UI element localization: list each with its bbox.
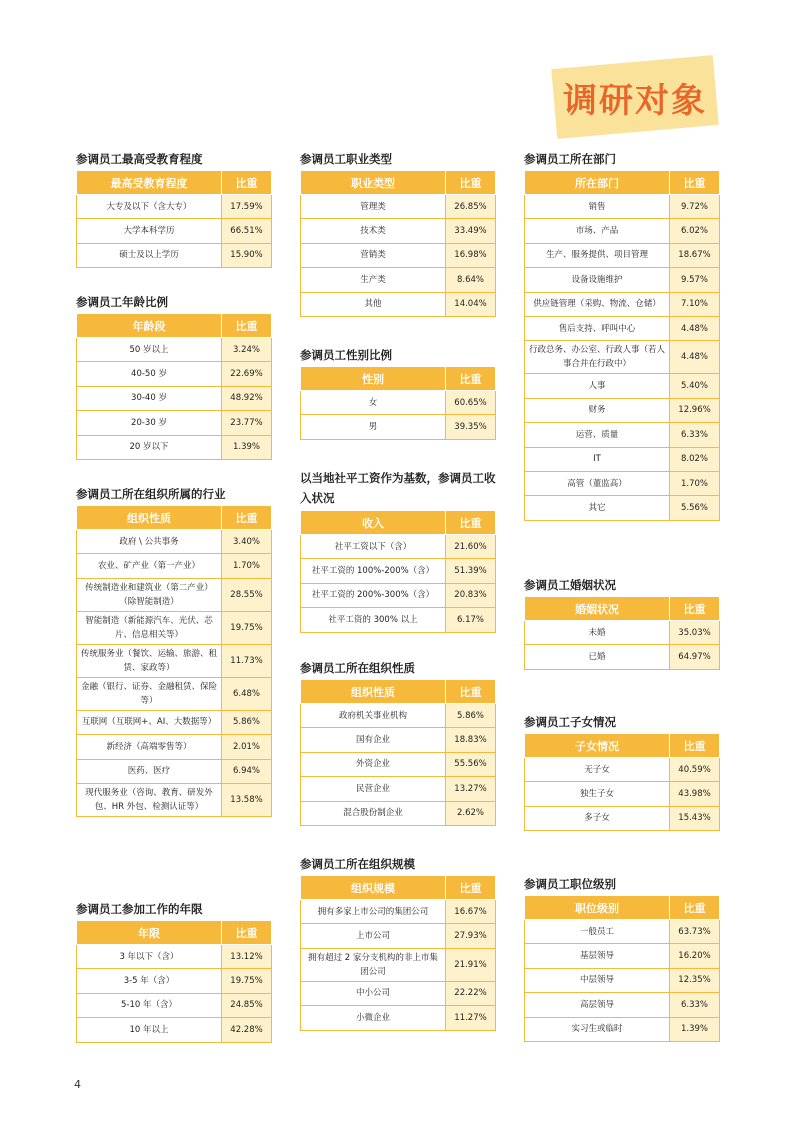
column-header-category: 职业类型: [301, 171, 446, 195]
table-header-row: [301, 171, 496, 195]
table-row: [301, 535, 496, 559]
row-label: 社平工资以下（含）: [301, 535, 446, 559]
section-title: 参调员工性别比例: [300, 348, 392, 362]
table-row: [301, 559, 496, 583]
table-row: [301, 752, 496, 776]
page-number: 4: [74, 1078, 81, 1091]
table-header-row: [77, 171, 272, 195]
row-label: 10 年以上: [77, 1018, 222, 1042]
row-value: 1.70%: [670, 471, 720, 495]
table-row: [525, 341, 720, 374]
table-header-row: [525, 734, 720, 758]
section-title: 参调员工所在组织性质: [300, 661, 415, 675]
row-value: 16.67%: [446, 900, 496, 924]
column-header-share: 比重: [670, 597, 720, 621]
section-title: 参调员工参加工作的年限: [76, 902, 203, 916]
row-label: 社平工资的 200%-300%（含）: [301, 583, 446, 607]
table-row: [525, 423, 720, 447]
column-header-share: 比重: [446, 680, 496, 704]
row-value: 4.48%: [670, 341, 720, 374]
table-row: [301, 195, 496, 219]
row-value: 15.43%: [670, 806, 720, 830]
section-org-nature: [300, 659, 496, 826]
table-row: [301, 415, 496, 439]
row-value: 21.60%: [446, 535, 496, 559]
table-row: [525, 219, 720, 243]
row-value: 21.91%: [446, 948, 496, 981]
row-value: 27.93%: [446, 924, 496, 948]
table-row: [525, 268, 720, 292]
row-value: 42.28%: [222, 1018, 272, 1042]
table-row: [525, 398, 720, 422]
table-row: [525, 471, 720, 495]
row-label: 女: [301, 391, 446, 415]
row-label: 一般员工: [525, 920, 670, 944]
table-row: [77, 945, 272, 969]
row-value: 39.35%: [446, 415, 496, 439]
row-value: 2.62%: [446, 801, 496, 825]
table-row: [525, 920, 720, 944]
row-value: 7.10%: [670, 292, 720, 316]
row-value: 13.12%: [222, 945, 272, 969]
table-header-row: [77, 921, 272, 945]
age-table: [76, 313, 272, 460]
table-row: [301, 801, 496, 825]
table-row: [525, 782, 720, 806]
row-label: 技术类: [301, 219, 446, 243]
row-value: 6.94%: [222, 759, 272, 783]
row-label: 社平工资的 100%-200%（含）: [301, 559, 446, 583]
column-header-category: 组织性质: [77, 506, 222, 530]
row-value: 20.83%: [446, 583, 496, 607]
row-value: 9.72%: [670, 195, 720, 219]
row-value: 1.70%: [222, 554, 272, 578]
row-label: 售后支持、呼叫中心: [525, 316, 670, 340]
table-row: [77, 611, 272, 644]
row-label: 大学本科学历: [77, 219, 222, 243]
column-header-category: 所在部门: [525, 171, 670, 195]
row-label: 高管（董监高）: [525, 471, 670, 495]
row-value: 5.40%: [670, 374, 720, 398]
row-value: 22.69%: [222, 362, 272, 386]
row-label: 国有企业: [301, 728, 446, 752]
row-label: 20 岁以下: [77, 435, 222, 459]
column-header-category: 职位级别: [525, 896, 670, 920]
table-row: [525, 447, 720, 471]
row-value: 5.86%: [222, 710, 272, 734]
section-title: 参调员工所在组织所属的行业: [76, 487, 226, 501]
row-label: 营销类: [301, 243, 446, 267]
table-row: [77, 1018, 272, 1042]
table-row: [525, 1017, 720, 1041]
column-header-share: 比重: [222, 921, 272, 945]
row-label: 大专及以下（含大专）: [77, 195, 222, 219]
job-type-table: [300, 170, 496, 317]
table-row: [301, 268, 496, 292]
table-row: [77, 578, 272, 611]
row-value: 24.85%: [222, 993, 272, 1017]
row-label: 其他: [301, 292, 446, 316]
table-row: [77, 243, 272, 267]
row-value: 51.39%: [446, 559, 496, 583]
row-value: 8.02%: [670, 447, 720, 471]
table-header-row: [77, 506, 272, 530]
table-row: [525, 621, 720, 645]
row-value: 3.24%: [222, 338, 272, 362]
row-label: 已婚: [525, 645, 670, 669]
table-row: [525, 944, 720, 968]
column-header-category: 组织规模: [301, 876, 446, 900]
section-org-scale: [300, 855, 496, 1031]
section-title: 参调员工婚姻状况: [524, 578, 616, 592]
row-label: 外资企业: [301, 752, 446, 776]
section-gender: [300, 346, 496, 440]
row-label: 社平工资的 300% 以上: [301, 608, 446, 632]
table-row: [301, 391, 496, 415]
table-row: [525, 968, 720, 992]
row-label: 上市公司: [301, 924, 446, 948]
column-header-share: 比重: [222, 171, 272, 195]
column-header-share: 比重: [222, 314, 272, 338]
row-label: 50 岁以上: [77, 338, 222, 362]
table-row: [77, 735, 272, 759]
row-label: 其它: [525, 496, 670, 520]
section-level: [524, 875, 720, 1042]
table-row: [525, 195, 720, 219]
row-label: 30-40 岁: [77, 386, 222, 410]
table-row: [301, 924, 496, 948]
row-label: 金融（银行、证券、金融租赁、保险等）: [77, 677, 222, 710]
row-label: 基层领导: [525, 944, 670, 968]
row-label: 设备设施维护: [525, 268, 670, 292]
row-value: 6.48%: [222, 677, 272, 710]
section-badge-text: 调研对象: [563, 80, 707, 121]
org-nature-table: [300, 679, 496, 826]
section-industry: [76, 485, 272, 817]
column-header-share: 比重: [446, 511, 496, 535]
row-label: 中层领导: [525, 968, 670, 992]
row-label: 智能制造（新能源汽车、光伏、芯片、信息相关等）: [77, 611, 222, 644]
row-value: 16.20%: [670, 944, 720, 968]
row-label: IT: [525, 447, 670, 471]
education-table: [76, 170, 272, 268]
row-value: 1.39%: [222, 435, 272, 459]
column-header-category: 性别: [301, 367, 446, 391]
row-value: 5.56%: [670, 496, 720, 520]
table-row: [77, 362, 272, 386]
table-row: [525, 316, 720, 340]
row-label: 实习生或临时: [525, 1017, 670, 1041]
row-value: 4.48%: [670, 316, 720, 340]
column-header-category: 最高受教育程度: [77, 171, 222, 195]
column-header-category: 收入: [301, 511, 446, 535]
row-value: 66.51%: [222, 219, 272, 243]
row-label: 医药、医疗: [77, 759, 222, 783]
row-label: 行政总务、办公室、行政人事（若人事合并在行政中）: [525, 341, 670, 374]
section-title: 参调员工职位级别: [524, 877, 616, 891]
row-value: 14.04%: [446, 292, 496, 316]
row-value: 15.90%: [222, 243, 272, 267]
row-value: 23.77%: [222, 411, 272, 435]
column-header-share: 比重: [446, 876, 496, 900]
row-label: 传统制造业和建筑业（第二产业）（除智能制造）: [77, 578, 222, 611]
row-value: 63.73%: [670, 920, 720, 944]
row-label: 20-30 岁: [77, 411, 222, 435]
row-value: 19.75%: [222, 969, 272, 993]
row-label: 中小公司: [301, 981, 446, 1005]
row-label: 男: [301, 415, 446, 439]
row-value: 6.33%: [670, 423, 720, 447]
table-row: [77, 195, 272, 219]
row-label: 市场、产品: [525, 219, 670, 243]
level-table: [524, 895, 720, 1042]
table-header-row: [77, 314, 272, 338]
row-value: 18.67%: [670, 243, 720, 267]
section-title: 参调员工所在部门: [524, 152, 616, 166]
row-value: 48.92%: [222, 386, 272, 410]
row-label: 5-10 年（含）: [77, 993, 222, 1017]
row-value: 19.75%: [222, 611, 272, 644]
row-value: 9.57%: [670, 268, 720, 292]
row-label: 管理类: [301, 195, 446, 219]
column-header-share: 比重: [670, 896, 720, 920]
row-value: 60.65%: [446, 391, 496, 415]
row-label: 人事: [525, 374, 670, 398]
table-row: [301, 728, 496, 752]
row-value: 11.27%: [446, 1006, 496, 1030]
row-value: 40.59%: [670, 758, 720, 782]
table-row: [77, 783, 272, 816]
table-row: [301, 704, 496, 728]
table-row: [525, 243, 720, 267]
table-row: [301, 219, 496, 243]
section-title: 参调员工年龄比例: [76, 295, 168, 309]
table-header-row: [525, 896, 720, 920]
table-row: [301, 1006, 496, 1030]
row-label: 互联网（互联网+、AI、大数据等）: [77, 710, 222, 734]
row-value: 6.17%: [446, 608, 496, 632]
row-label: 小微企业: [301, 1006, 446, 1030]
row-label: 未婚: [525, 621, 670, 645]
table-row: [77, 554, 272, 578]
years-table: [76, 920, 272, 1043]
section-years: [76, 900, 272, 1043]
row-value: 28.55%: [222, 578, 272, 611]
row-value: 33.49%: [446, 219, 496, 243]
row-label: 新经济（高端零售等）: [77, 735, 222, 759]
table-header-row: [301, 511, 496, 535]
table-row: [525, 758, 720, 782]
section-education: [76, 150, 272, 268]
row-label: 生产类: [301, 268, 446, 292]
row-label: 拥有多家上市公司的集团公司: [301, 900, 446, 924]
row-label: 政府 \ 公共事务: [77, 530, 222, 554]
section-title: 以当地社平工资作为基数，参调员工收入状况: [300, 471, 496, 505]
table-row: [77, 969, 272, 993]
section-title: 参调员工最高受教育程度: [76, 152, 203, 166]
row-label: 3-5 年（含）: [77, 969, 222, 993]
row-value: 3.40%: [222, 530, 272, 554]
row-value: 18.83%: [446, 728, 496, 752]
row-label: 政府机关事业机构: [301, 704, 446, 728]
table-row: [301, 948, 496, 981]
table-header-row: [525, 171, 720, 195]
table-row: [525, 374, 720, 398]
row-value: 1.39%: [670, 1017, 720, 1041]
row-label: 40-50 岁: [77, 362, 222, 386]
row-label: 财务: [525, 398, 670, 422]
column-header-category: 婚姻状况: [525, 597, 670, 621]
income-table: [300, 510, 496, 633]
row-value: 35.03%: [670, 621, 720, 645]
table-row: [77, 710, 272, 734]
row-label: 生产、服务提供、项目管理: [525, 243, 670, 267]
row-label: 销售: [525, 195, 670, 219]
row-value: 8.64%: [446, 268, 496, 292]
row-value: 6.02%: [670, 219, 720, 243]
table-row: [301, 292, 496, 316]
row-label: 现代服务业（咨询、教育、研发外包、HR 外包、检测认证等）: [77, 783, 222, 816]
table-row: [301, 583, 496, 607]
table-row: [301, 981, 496, 1005]
column-header-share: 比重: [446, 171, 496, 195]
column-header-share: 比重: [670, 734, 720, 758]
row-label: 高层领导: [525, 993, 670, 1017]
table-row: [77, 338, 272, 362]
gender-table: [300, 366, 496, 440]
section-badge: [551, 55, 718, 139]
row-label: 无子女: [525, 758, 670, 782]
section-department: [524, 150, 720, 521]
row-value: 12.35%: [670, 968, 720, 992]
column-header-share: 比重: [222, 506, 272, 530]
table-header-row: [301, 876, 496, 900]
org-scale-table: [300, 875, 496, 1031]
table-row: [77, 386, 272, 410]
column-header-category: 子女情况: [525, 734, 670, 758]
column-header-category: 年龄段: [77, 314, 222, 338]
table-row: [525, 292, 720, 316]
table-row: [77, 530, 272, 554]
table-row: [77, 435, 272, 459]
table-header-row: [525, 597, 720, 621]
row-value: 11.73%: [222, 644, 272, 677]
column-header-category: 年限: [77, 921, 222, 945]
table-row: [301, 608, 496, 632]
table-row: [525, 806, 720, 830]
row-value: 13.58%: [222, 783, 272, 816]
table-row: [525, 645, 720, 669]
marriage-table: [524, 596, 720, 670]
row-label: 供应链管理（采购、物流、仓储）: [525, 292, 670, 316]
row-value: 13.27%: [446, 777, 496, 801]
table-header-row: [301, 680, 496, 704]
row-label: 传统服务业（餐饮、运输、旅游、租赁、家政等）: [77, 644, 222, 677]
column-header-category: 组织性质: [301, 680, 446, 704]
column-header-share: 比重: [446, 367, 496, 391]
table-row: [77, 219, 272, 243]
table-row: [77, 677, 272, 710]
table-row: [77, 644, 272, 677]
row-value: 6.33%: [670, 993, 720, 1017]
row-label: 运营、质量: [525, 423, 670, 447]
table-row: [301, 777, 496, 801]
section-age: [76, 293, 272, 460]
children-table: [524, 733, 720, 831]
row-value: 43.98%: [670, 782, 720, 806]
table-row: [301, 900, 496, 924]
row-label: 拥有超过 2 家分支机构的非上市集团公司: [301, 948, 446, 981]
table-row: [525, 496, 720, 520]
industry-table: [76, 505, 272, 817]
department-table: [524, 170, 720, 521]
table-row: [77, 411, 272, 435]
section-title: 参调员工职业类型: [300, 152, 392, 166]
row-value: 5.86%: [446, 704, 496, 728]
row-value: 16.98%: [446, 243, 496, 267]
row-label: 混合股份制企业: [301, 801, 446, 825]
row-value: 17.59%: [222, 195, 272, 219]
section-title: 参调员工所在组织规模: [300, 857, 415, 871]
row-label: 多子女: [525, 806, 670, 830]
section-children: [524, 713, 720, 831]
row-label: 农业、矿产业（第一产业）: [77, 554, 222, 578]
section-title: 参调员工子女情况: [524, 715, 616, 729]
table-row: [77, 993, 272, 1017]
section-job-type: [300, 150, 496, 317]
row-label: 硕士及以上学历: [77, 243, 222, 267]
row-value: 26.85%: [446, 195, 496, 219]
row-value: 55.56%: [446, 752, 496, 776]
row-value: 64.97%: [670, 645, 720, 669]
table-row: [77, 759, 272, 783]
table-header-row: [301, 367, 496, 391]
column-header-share: 比重: [670, 171, 720, 195]
row-value: 2.01%: [222, 735, 272, 759]
table-row: [525, 993, 720, 1017]
section-income: [300, 468, 496, 633]
row-value: 22.22%: [446, 981, 496, 1005]
row-value: 12.96%: [670, 398, 720, 422]
row-label: 民营企业: [301, 777, 446, 801]
table-row: [301, 243, 496, 267]
row-label: 3 年以下（含）: [77, 945, 222, 969]
row-label: 独生子女: [525, 782, 670, 806]
section-marriage: [524, 576, 720, 670]
